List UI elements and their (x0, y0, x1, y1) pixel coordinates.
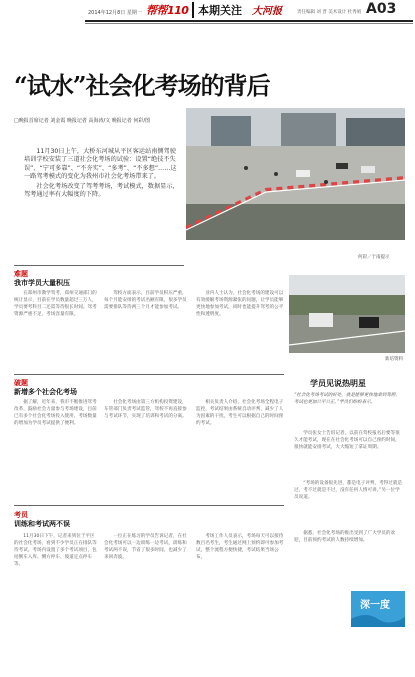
section-title: 本期关注 (192, 2, 242, 18)
section-divider (14, 374, 284, 375)
byline: □晚报首席记者 刘金霞 晚报记者 高海涛/文 晚报记者 何彩/图 (14, 118, 151, 124)
sidebar-paragraph: 学员张女士告诉记者，以前在驾校报名后要等很久才能考试，现在在社会化考场可以自己预约时间，很快就能安排考试，大大缩短了拿证周期。 (294, 431, 400, 450)
sidebar-paragraph: 据悉，社会化考场的推出受到了广大学员的欢迎，目前预约考试的人数持续增加。 (294, 531, 396, 543)
section-subtitle (14, 519, 70, 529)
section-keyword: 难题 (14, 270, 28, 278)
article-paragraph: 据了解，近年来，我市不断推进驾考改革，鼓励社会力量参与考场建设，目前已有多个社会化考场投入使用，考场数量的增加为学员考试提供了便利。 (14, 400, 97, 426)
masthead-rule (85, 20, 413, 22)
article-paragraph: 11月30日下午，记者来到位于平区的社会化考场，看到不少学员正在排队等待考试。考场内设置了多个考试项目，包括倒车入库、侧方停车、坡道定点停车等。 (14, 534, 97, 567)
sidebar-paragraph: “考场的设备很先进，都是电子评判，考得过就是过，考不过就是不过，没有任何人情可讲。”另一位学员说道。 (294, 481, 403, 500)
lead-text (24, 148, 182, 202)
sidebar-column (294, 480, 404, 526)
lead-paragraph: 社会化考场改变了驾考考场，考试模式，数据显示，驾考通过率有大幅度的下降。 (24, 183, 179, 199)
article-column (104, 290, 188, 364)
training-photo (289, 275, 405, 353)
article-column (196, 399, 284, 499)
photo-caption: 何彩／于南提示 (358, 255, 390, 260)
section-title: 训练和考试两不误 (14, 520, 70, 528)
sidebar-intro: “社会化考场考试的好处，就是能够更快地拿到驾照，考试也更加公平公正。”学员们纷纷表示。 (294, 393, 400, 405)
sidebar-heading: 学员见说热明星 (310, 379, 366, 388)
section-divider (14, 265, 184, 266)
article-column (196, 533, 284, 633)
section-keyword: 破题 (14, 379, 28, 387)
article-paragraph: 相关负责人介绍，社会化考场全程电子监控，考试结果由系统自动评判，减少了人为因素的干扰，考生可以根据自己的时间预约考试。 (196, 400, 284, 426)
article-paragraph: 考场工作人员表示，考场每天可以接待数百名考生，考生通过网上预约即可参加考试，整个流程方便快捷，考试结果当场公布。 (196, 534, 284, 560)
staff-credits: 责任编辑 刘 晋 美术设计 杜秀娟 (297, 10, 362, 15)
section-title: 新增多个社会化考场 (14, 388, 77, 396)
lead-paragraph: 11月30日上午，大桥东河城从平区客运站南侧驾驶培训学校安装了三道社会化考场的试验：设置“绝技不失误”、“宁可多靠”、“不夯实”、“多考”、“不多想”……这一路驾考模式的变化为我州市社会化考场带来了。 (24, 148, 177, 180)
section-subtitle (14, 278, 70, 288)
section-subtitle (14, 387, 77, 397)
masthead-rule-thin (85, 23, 413, 24)
article-column (104, 399, 188, 499)
masthead (0, 0, 415, 40)
photo-caption: 新培资料 (385, 357, 403, 362)
article-paragraph: 一位正在练习的学员告诉记者，在社会化考场可以一边训练一边考试，训练和考试两不误，节省了很多时间，也减少了来回奔波。 (104, 534, 187, 560)
corner-label: 深一度 (360, 600, 390, 611)
headline: “试水”社会化考场的背后 (14, 71, 270, 100)
article-column (14, 399, 98, 499)
article-column (104, 533, 188, 633)
article-column (14, 533, 98, 633)
section-divider (14, 505, 284, 506)
issue-date: 2014年12月8日 星期一 (88, 10, 142, 16)
page-number: A03 (366, 1, 397, 17)
sidebar-column (294, 530, 404, 586)
article-paragraph: 业内人士认为，社会化考场的建设可以有效缓解考场资源紧张的问题，让学员能够更快地参加考试，同时也能提升驾考的公平性和透明度。 (196, 291, 284, 317)
article-paragraph: 驾校方面表示，目前学员积压严重，每个月能安排的考试名额有限，很多学员需要排队等待两三个月才能参加考试。 (104, 291, 187, 310)
section-title: 我市学员大量积压 (14, 279, 70, 287)
sidebar-column (294, 430, 404, 476)
section-keyword: 考员 (14, 511, 28, 519)
article-column (196, 290, 284, 364)
paper-logo: 大河报 (252, 6, 282, 17)
article-column (14, 290, 98, 364)
column-logo: 帮帮110 (146, 4, 189, 17)
exam-site-photo (186, 108, 405, 240)
article-paragraph: 在郑州市教学驾考，郑州交通部门的统计显示，目前在学员数量超过三万人，学员要考科目二还需等待很长时间。驾考资源严重不足，考场容量有限。 (14, 291, 97, 317)
article-paragraph: 社会化考场由第三方机构投资建设，车管部门负责考试监管，驾校不再直接参与考试环节，实现了培训和考试的分离。 (104, 400, 187, 419)
